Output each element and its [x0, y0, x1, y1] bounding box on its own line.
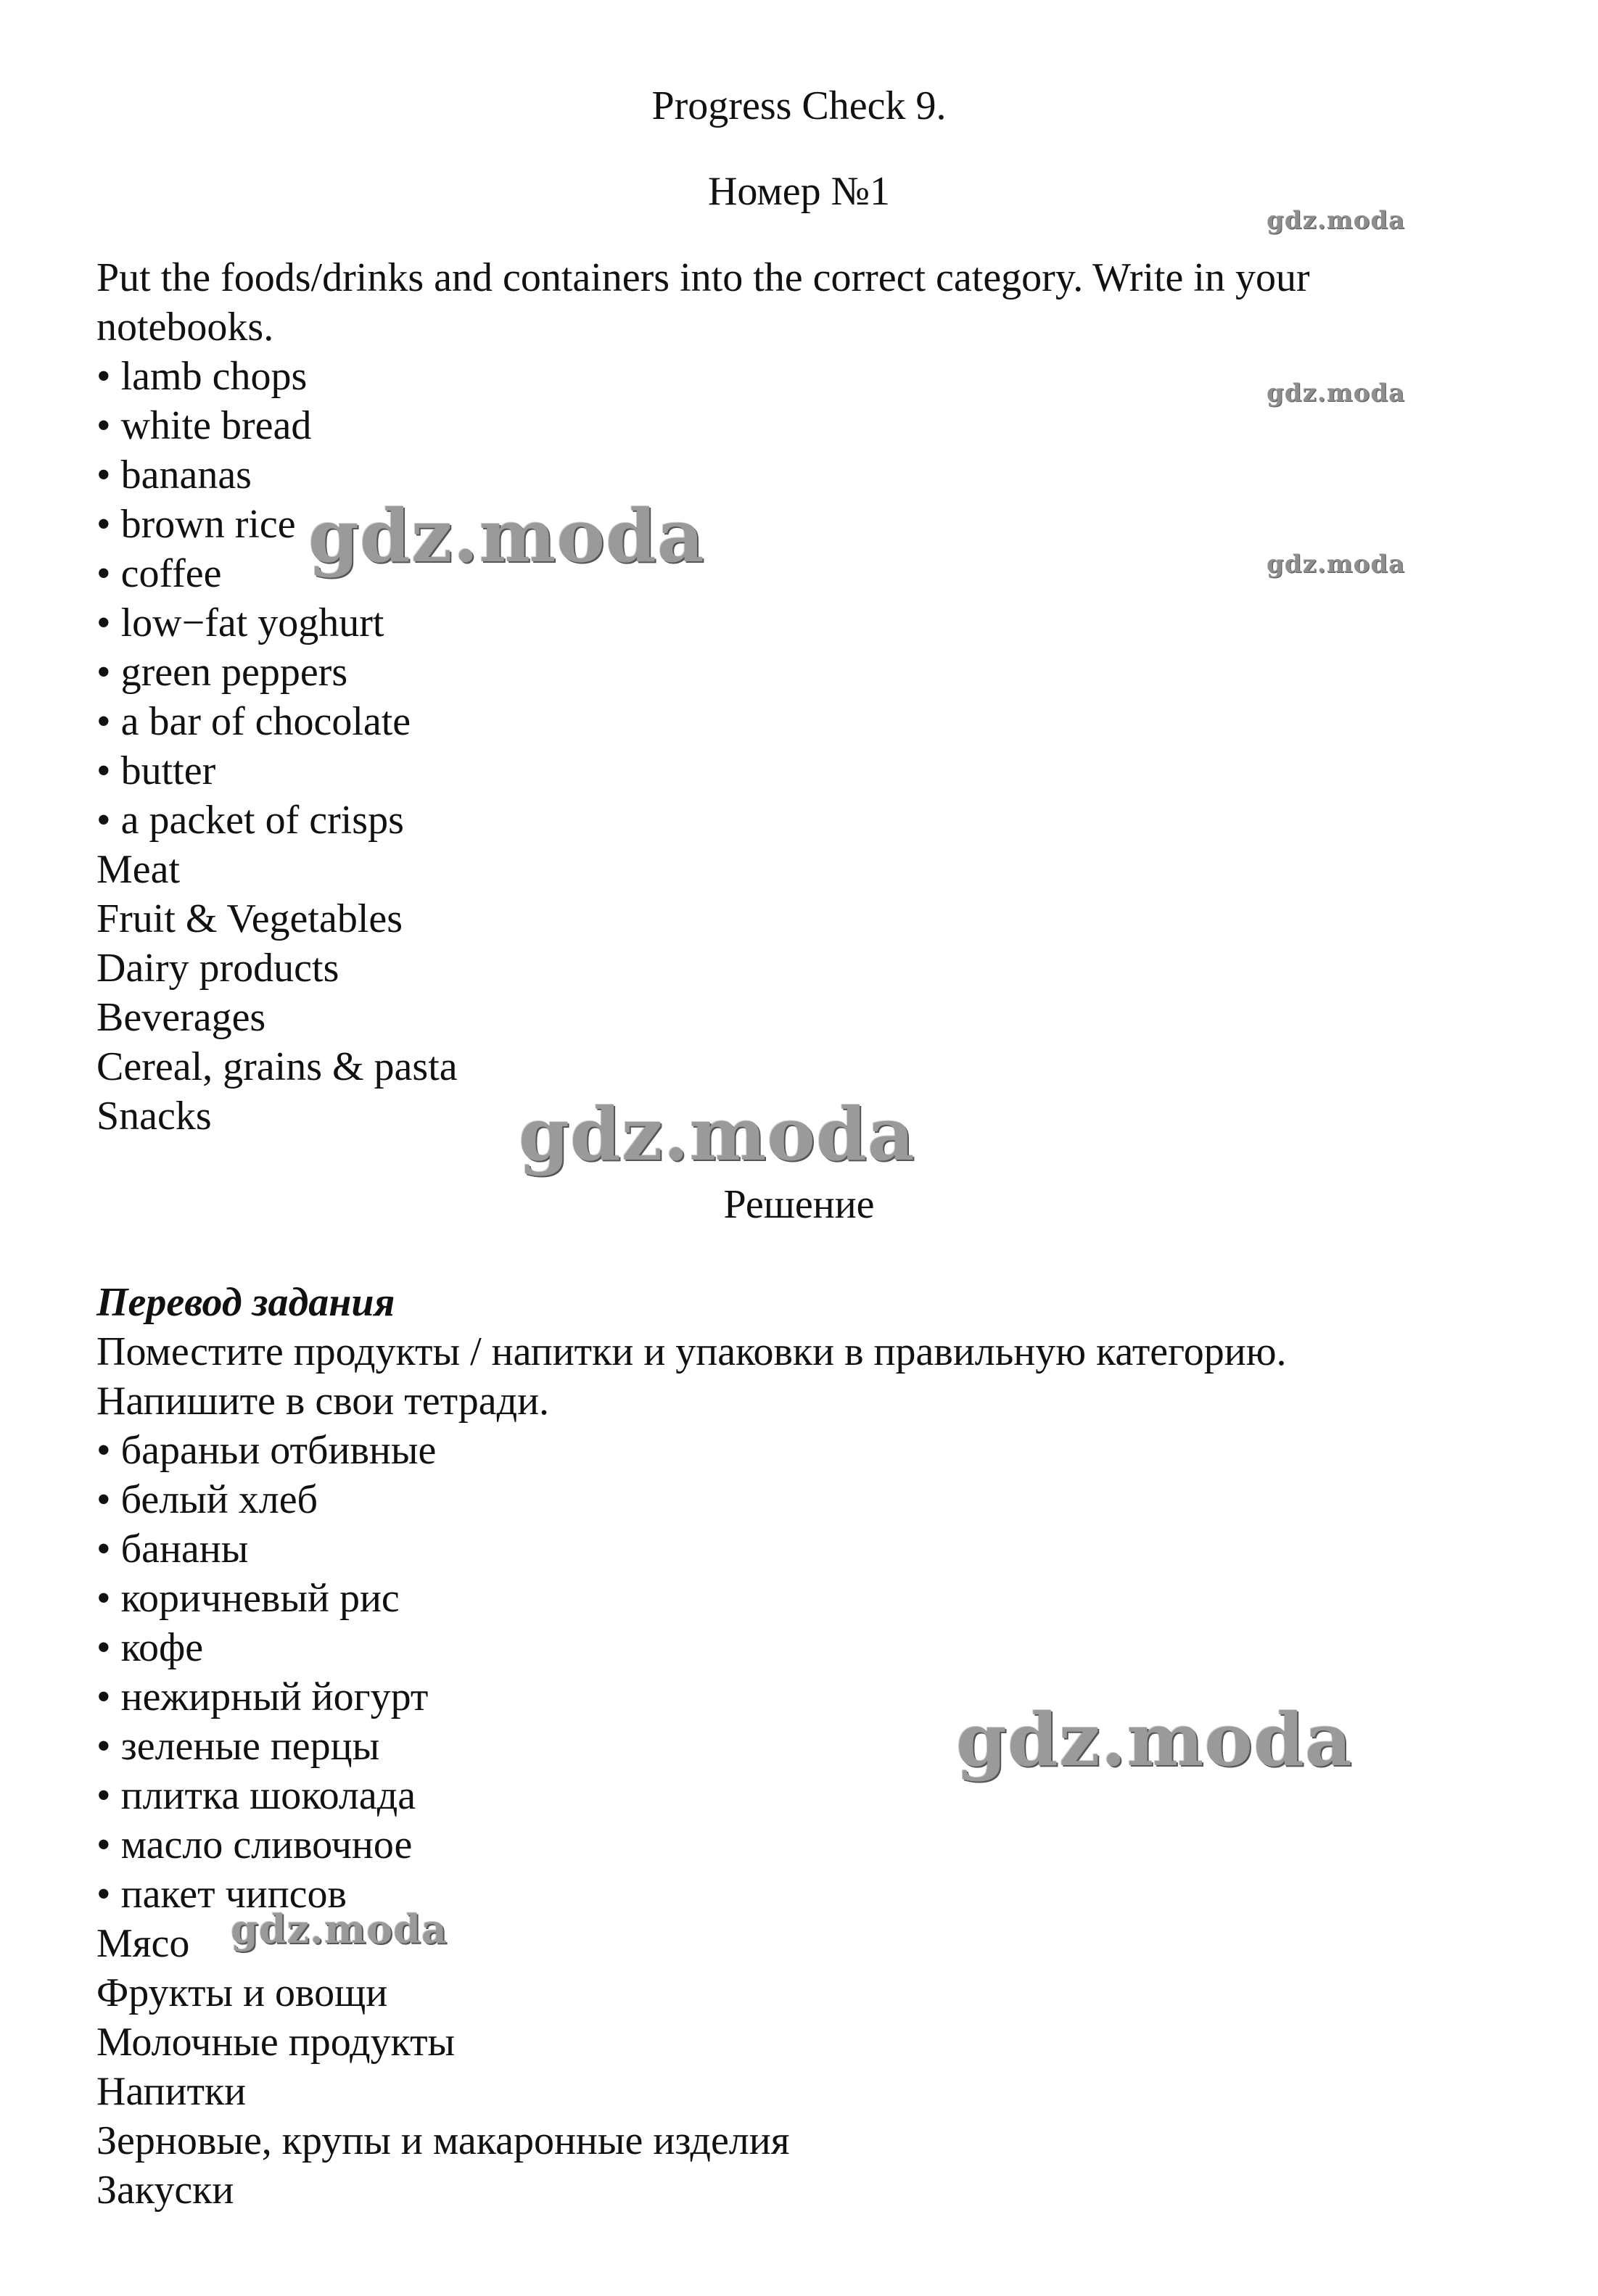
translation-instruction: Поместите продукты / напитки и упаковки в правильную категорию. Напишите в свои тетради.: [96, 1329, 1287, 1424]
list-item: • масло сливочное: [96, 1820, 1511, 1870]
category-label: Молочные продукты: [96, 2020, 456, 2065]
list-item: • brown rice: [96, 500, 1511, 549]
list-item: • white bread: [96, 401, 1511, 450]
watermark: gdz.moda: [231, 1906, 448, 1952]
category-label: Cereal, grains & pasta: [96, 1044, 458, 1089]
list-item: • bananas: [96, 450, 1511, 500]
list-item: • green peppers: [96, 648, 1511, 697]
list-item: • a packet of crisps: [96, 796, 1511, 845]
translation-heading: Перевод задания: [96, 1280, 395, 1325]
list-item: • коричневый рис: [96, 1574, 1511, 1623]
list-item: • бараньи отбивные: [96, 1426, 1511, 1475]
watermark: gdz.moda: [1267, 206, 1406, 235]
list-item: • пакет чипсов: [96, 1870, 1511, 1919]
task-instruction-text: Put the foods/drinks and containers into the correct category. Write in your notebooks.: [96, 255, 1310, 350]
watermark: gdz.moda: [519, 1091, 915, 1177]
page-title: Progress Check 9.: [651, 83, 947, 128]
list-item: • кофе: [96, 1623, 1511, 1672]
category-label: Мясо: [96, 1921, 190, 1966]
solution-heading: Решение: [723, 1182, 875, 1227]
task-instruction: [96, 253, 1511, 352]
category-label: Фрукты и овощи: [96, 1970, 388, 2015]
watermark: gdz.moda: [308, 493, 705, 579]
exercise-number: Номер №1: [707, 169, 891, 214]
category-label: Закуски: [96, 2168, 234, 2213]
category-label: Beverages: [96, 995, 266, 1040]
list-item: • плитка шоколада: [96, 1771, 1511, 1820]
list-item: • бананы: [96, 1524, 1511, 1574]
category-label: Snacks: [96, 1094, 212, 1139]
list-item: • low−fat yoghurt: [96, 598, 1511, 648]
category-label: Напитки: [96, 2069, 247, 2114]
list-item: • lamb chops: [96, 352, 1511, 401]
list-item: • белый хлеб: [96, 1475, 1511, 1524]
category-label: Meat: [96, 847, 181, 892]
list-item: • a bar of chocolate: [96, 697, 1511, 746]
category-label: Зерновые, крупы и макаронные изделия: [96, 2118, 790, 2163]
list-item: • butter: [96, 746, 1511, 796]
list-item: • нежирный йогурт: [96, 1672, 1511, 1722]
category-label: Dairy products: [96, 946, 339, 991]
category-label: Fruit & Vegetables: [96, 896, 403, 941]
watermark: gdz.moda: [1267, 379, 1406, 408]
watermark: gdz.moda: [956, 1697, 1353, 1783]
list-item: • зеленые перцы: [96, 1722, 1511, 1771]
watermark: gdz.moda: [1267, 550, 1406, 579]
task-items-list: [96, 352, 1511, 1141]
list-item: • coffee: [96, 549, 1511, 598]
